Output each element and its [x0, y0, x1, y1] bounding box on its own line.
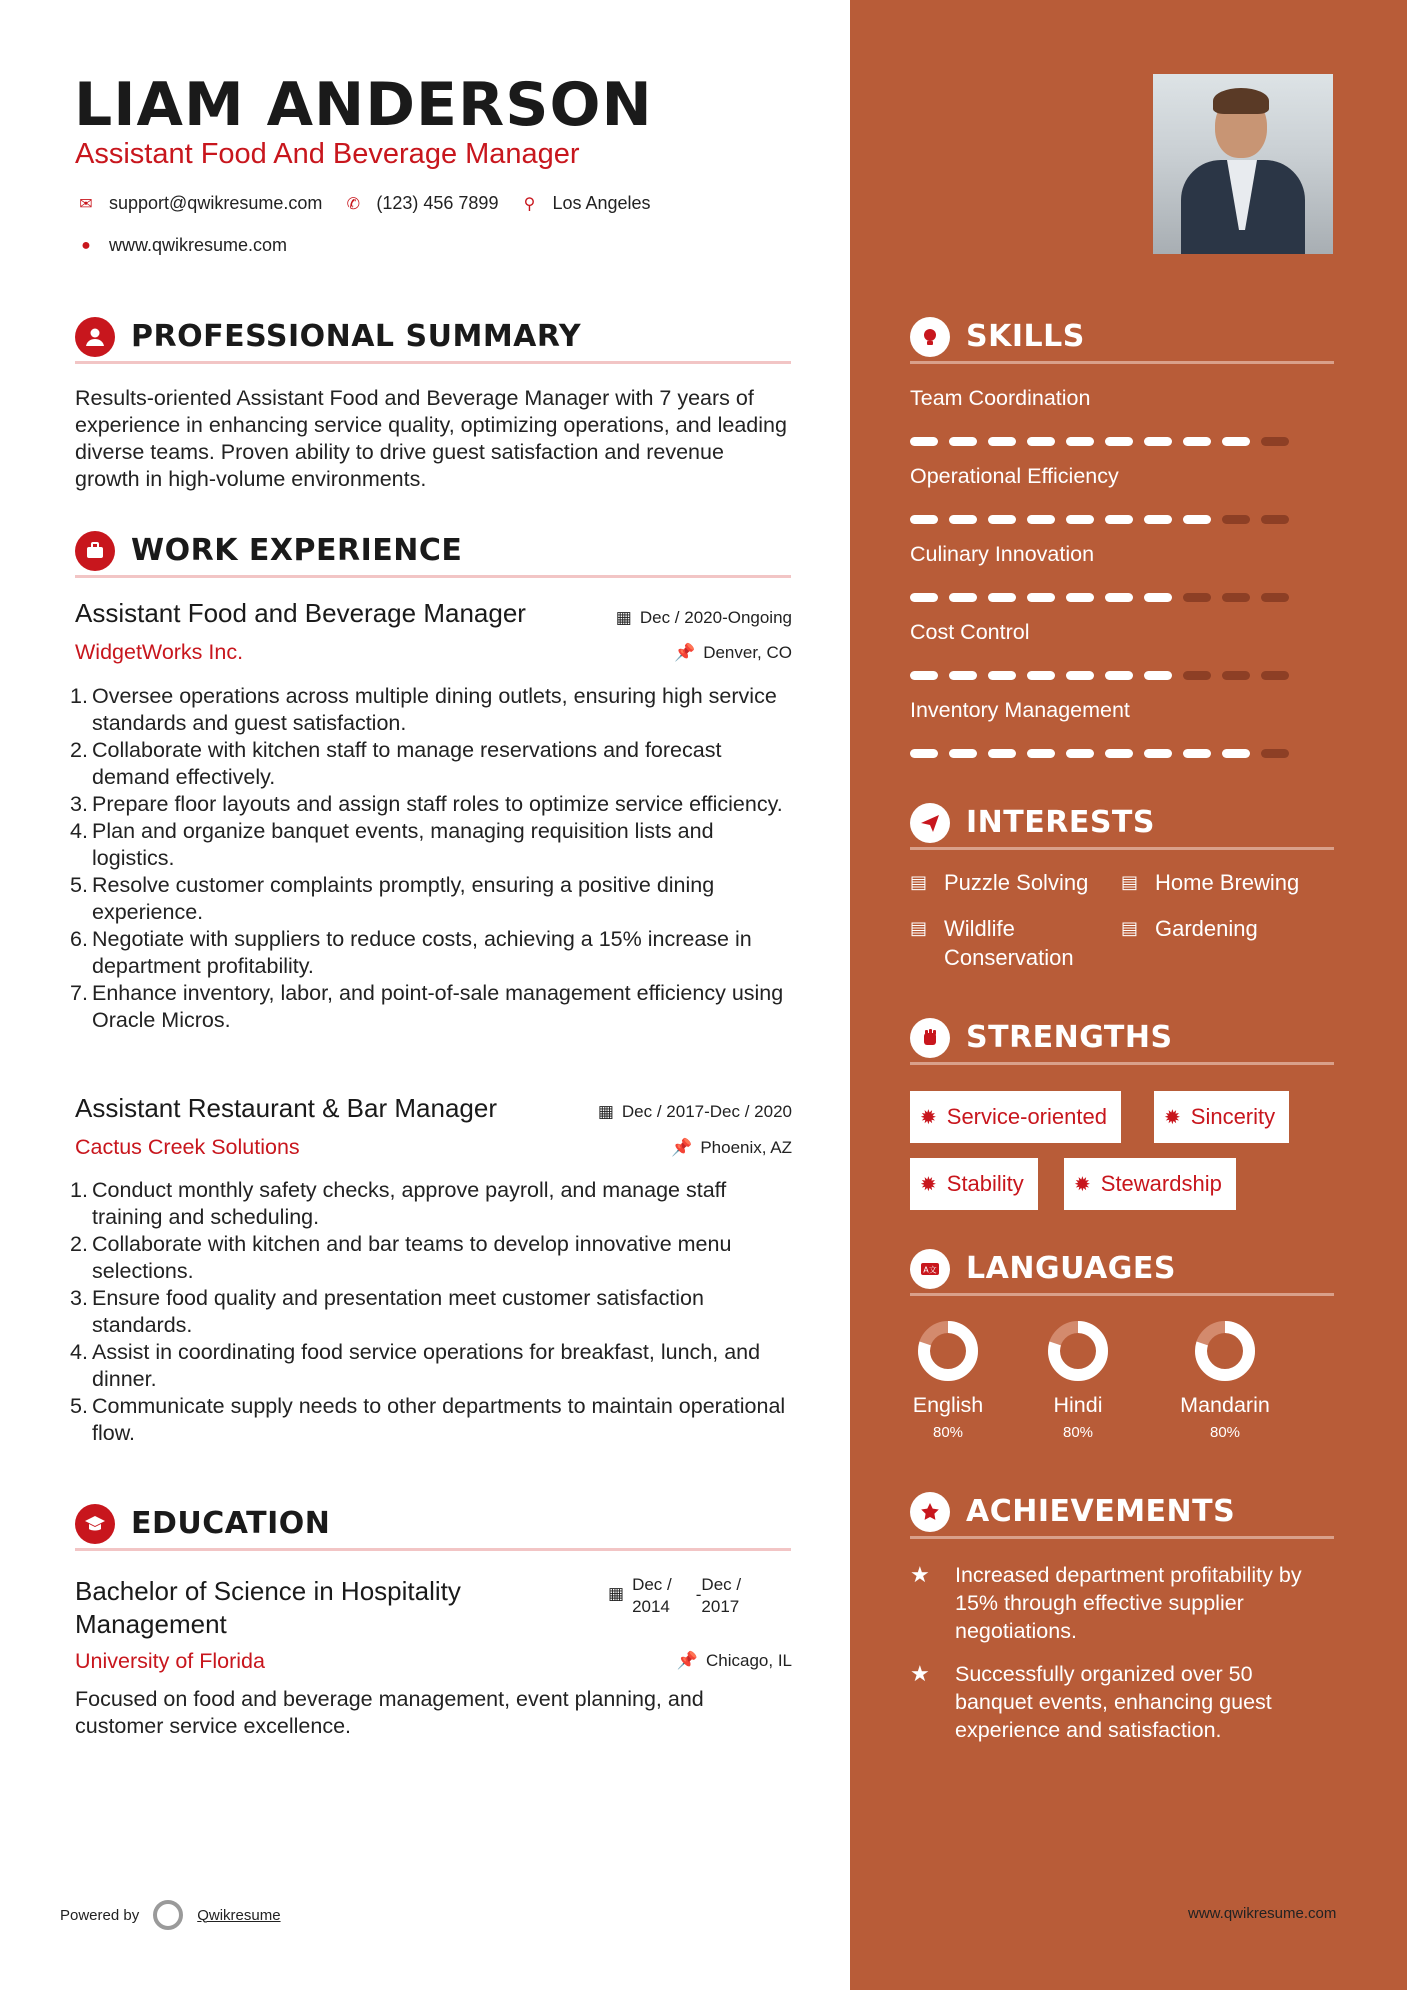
skill-level-segment [1105, 437, 1133, 446]
job-location [674, 643, 792, 663]
skill-level-segment [910, 749, 938, 758]
job-location-text: Denver, CO [703, 643, 792, 662]
duty-text: Ensure food quality and presentation meet customer satisfaction standards. [92, 1286, 704, 1337]
duty-number: 4. [70, 1340, 88, 1364]
school-location [677, 1651, 792, 1671]
skill-level-bar [910, 671, 1289, 680]
skill-level-segment [1105, 593, 1133, 602]
language-ring [1047, 1320, 1109, 1382]
candidate-name: LIAM ANDERSON [74, 70, 653, 140]
interest-item [910, 868, 1088, 897]
duty-text: Resolve customer complaints promptly, ensuring a positive dining experience. [92, 873, 715, 924]
duty-item [70, 1231, 790, 1285]
language-percent: 80% [1062, 1424, 1094, 1441]
duty-number: 1. [70, 684, 88, 708]
job-dates [598, 1102, 792, 1122]
strength-label: Service-oriented [946, 1104, 1107, 1129]
skill-level-segment [910, 437, 938, 446]
strength-badge [910, 1158, 1038, 1210]
skill-level-bar [910, 749, 1289, 758]
language-item [1165, 1320, 1285, 1441]
calendar-icon: ▦ [615, 608, 632, 627]
strength-label: Sincerity [1190, 1104, 1276, 1129]
strength-badge [910, 1091, 1121, 1143]
paper-plane-icon [910, 803, 950, 843]
skill-level-segment [1183, 437, 1211, 446]
skill-level-segment [1027, 671, 1055, 680]
duty-text: Collaborate with kitchen staff to manage reservations and forecast demand effectively. [92, 738, 722, 789]
badge-icon: ✹ [920, 1173, 937, 1196]
language-percent: 80% [1209, 1424, 1241, 1441]
language-percent: 80% [932, 1424, 964, 1441]
duty-number: 5. [70, 873, 88, 897]
contact-email[interactable]: support@qwikresume.com [109, 193, 323, 213]
skill-level-segment [1027, 593, 1055, 602]
duty-text: Conduct monthly safety checks, approve payroll, and manage staff training and scheduling. [92, 1178, 727, 1229]
job-dates [616, 608, 792, 628]
skill-level-bar [910, 515, 1289, 524]
strengths-title: STRENGTHS [966, 1020, 1173, 1055]
strengths-heading [910, 1013, 1334, 1065]
skill-level-segment [949, 593, 977, 602]
trophy-star-icon: ★ [910, 1661, 930, 1686]
language-item [888, 1320, 1008, 1441]
duty-text: Enhance inventory, labor, and point-of-sale management efficiency using Oracle Micros. [92, 981, 784, 1032]
skill-level-segment [1144, 593, 1172, 602]
interest-label: Home Brewing [1155, 870, 1300, 895]
duty-item [70, 737, 790, 791]
skill-level-segment [910, 515, 938, 524]
location-pin-icon: ⚲ [523, 195, 536, 213]
duty-text: Prepare floor layouts and assign staff roles to optimize service efficiency. [92, 792, 783, 816]
duty-item [70, 1339, 790, 1393]
job-company: Cactus Creek Solutions [75, 1135, 300, 1159]
achievement-item [910, 1561, 1330, 1645]
user-icon [75, 317, 115, 357]
job-duties-list [70, 1177, 790, 1447]
edu-start-year: 2014 [632, 1597, 670, 1616]
skill-level-segment [1183, 593, 1211, 602]
skill-level-segment [1261, 749, 1289, 758]
edu-date-dash: - [695, 1585, 702, 1604]
book-icon: ▤ [1121, 918, 1139, 938]
interests-title: INTERESTS [966, 805, 1155, 840]
book-icon: ▤ [910, 918, 928, 938]
calendar-icon: ▦ [597, 1102, 614, 1121]
duty-item [70, 1177, 790, 1231]
skill-level-segment [1222, 593, 1250, 602]
interests-heading [910, 798, 1334, 850]
duty-text: Negotiate with suppliers to reduce costs, achieving a 15% increase in department profitability. [92, 927, 752, 978]
skill-level-segment [1261, 593, 1289, 602]
duty-item [70, 1393, 790, 1447]
duty-text: Collaborate with kitchen and bar teams to develop innovative menu selections. [92, 1232, 732, 1283]
skill-level-segment [949, 671, 977, 680]
summary-text: Results-oriented Assistant Food and Beverage Manager with 7 years of experience in enhancing service quality, optimizing operations, and leading diverse teams. Proven ability to drive guest satisfaction and revenue growth in high-volume environments. [75, 386, 787, 491]
qwikresume-logo-icon [153, 1900, 183, 1930]
duty-number: 7. [70, 981, 88, 1005]
skill-name: Team Coordination [910, 386, 1091, 410]
skill-level-segment [1183, 671, 1211, 680]
interest-label: Gardening [1155, 916, 1258, 941]
skill-level-segment [988, 437, 1016, 446]
pin-icon: 📌 [671, 1138, 693, 1157]
calendar-icon: ▦ [608, 1584, 625, 1603]
skill-level-segment [1222, 437, 1250, 446]
badge-icon: ✹ [1164, 1106, 1181, 1129]
phone-icon: ✆ [346, 195, 361, 213]
language-ring [917, 1320, 979, 1382]
skill-level-segment [1144, 515, 1172, 524]
edu-start [632, 1574, 672, 1618]
duty-item [70, 872, 790, 926]
skill-level-segment [1144, 437, 1172, 446]
skill-level-segment [1183, 515, 1211, 524]
job-duties-list [70, 683, 790, 1034]
skill-level-segment [910, 671, 938, 680]
experience-heading [75, 526, 791, 578]
job-company: WidgetWorks Inc. [75, 640, 244, 664]
duty-item [70, 980, 790, 1034]
interest-item [1121, 868, 1299, 897]
languages-heading [910, 1244, 1334, 1296]
svg-text:A文: A文 [923, 1265, 937, 1274]
skill-level-bar [910, 437, 1289, 446]
school-location-text: Chicago, IL [706, 1651, 792, 1670]
contact-website[interactable]: www.qwikresume.com [109, 235, 288, 255]
lightbulb-icon [910, 317, 950, 357]
strength-badge [1154, 1091, 1289, 1143]
star-icon [910, 1492, 950, 1532]
badge-icon: ✹ [1074, 1173, 1091, 1196]
language-icon [910, 1249, 950, 1289]
powered-by [60, 1900, 281, 1930]
skill-level-segment [988, 593, 1016, 602]
duty-text: Oversee operations across multiple dining outlets, ensuring high service standards and guest satisfaction. [92, 684, 777, 735]
skill-level-bar [910, 593, 1289, 602]
skill-level-segment [1066, 437, 1094, 446]
strength-label: Stewardship [1100, 1171, 1222, 1196]
skill-level-segment [1105, 749, 1133, 758]
skill-level-segment [1105, 671, 1133, 680]
school-name: University of Florida [75, 1649, 265, 1673]
language-item [1018, 1320, 1138, 1441]
skill-level-segment [949, 515, 977, 524]
duty-text: Plan and organize banquet events, managing requisition lists and logistics. [92, 819, 714, 870]
fist-icon [910, 1018, 950, 1058]
achievement-item [910, 1660, 1330, 1744]
briefcase-icon [75, 531, 115, 571]
job-title: Assistant Food and Beverage Manager [75, 598, 526, 628]
skill-level-segment [1027, 749, 1055, 758]
skill-level-segment [1066, 671, 1094, 680]
book-icon: ▤ [910, 872, 928, 892]
education-description: Focused on food and beverage management, event planning, and customer service excellence. [75, 1687, 704, 1738]
skill-level-segment [1261, 671, 1289, 680]
duty-number: 2. [70, 1232, 88, 1256]
skill-level-segment [988, 671, 1016, 680]
skill-level-segment [988, 749, 1016, 758]
duty-item [70, 1285, 790, 1339]
trophy-star-icon: ★ [910, 1562, 930, 1587]
skill-level-segment [1105, 515, 1133, 524]
strength-badge [1064, 1158, 1236, 1210]
contact-row [75, 193, 671, 214]
duty-item [70, 818, 790, 872]
duty-item [70, 926, 790, 980]
duty-text: Communicate supply needs to other departments to maintain operational flow. [92, 1394, 786, 1445]
graduation-icon [75, 1504, 115, 1544]
languages-title: LANGUAGES [966, 1251, 1176, 1286]
job-dates-text: Dec / 2017-Dec / 2020 [621, 1102, 792, 1121]
skill-level-segment [1066, 593, 1094, 602]
skill-level-segment [1222, 671, 1250, 680]
job-dates-text: Dec / 2020-Ongoing [639, 608, 792, 627]
duty-text: Assist in coordinating food service operations for breakfast, lunch, and dinner. [92, 1340, 761, 1391]
skill-name: Operational Efficiency [910, 464, 1119, 488]
footer-url[interactable]: www.qwikresume.com [1188, 1905, 1337, 1922]
skill-level-segment [1222, 515, 1250, 524]
summary-heading [75, 312, 791, 364]
candidate-title: Assistant Food And Beverage Manager [75, 138, 580, 170]
achievement-text: Increased department profitability by 15% through effective supplier negotiations. [955, 1563, 1302, 1643]
summary-title: PROFESSIONAL SUMMARY [131, 319, 582, 354]
interest-label: Wildlife Conservation [944, 916, 1074, 970]
skill-level-segment [1066, 749, 1094, 758]
education-title: EDUCATION [131, 1506, 331, 1541]
skill-level-segment [1144, 671, 1172, 680]
photo-hair [1213, 88, 1269, 114]
powered-by-text: Powered by [60, 1906, 140, 1924]
skill-level-segment [1261, 515, 1289, 524]
achievements-heading [910, 1487, 1334, 1539]
job-location [671, 1138, 792, 1158]
email-icon: ✉ [79, 195, 93, 213]
experience-title: WORK EXPERIENCE [131, 533, 463, 568]
qwikresume-link[interactable]: Qwikresume [197, 1906, 281, 1924]
contact-location: Los Angeles [552, 193, 651, 213]
skill-level-segment [910, 593, 938, 602]
duty-number: 1. [70, 1178, 88, 1202]
skill-level-segment [949, 437, 977, 446]
skill-level-segment [949, 749, 977, 758]
language-name: English [912, 1393, 984, 1417]
skills-title: SKILLS [966, 319, 1085, 354]
skill-level-segment [1066, 515, 1094, 524]
job-location-text: Phoenix, AZ [700, 1138, 792, 1157]
skill-level-segment [1027, 515, 1055, 524]
duty-number: 2. [70, 738, 88, 762]
badge-icon: ✹ [920, 1106, 937, 1129]
duty-number: 3. [70, 1286, 88, 1310]
website-row [75, 235, 307, 256]
duty-item [70, 683, 790, 737]
skills-heading [910, 312, 1334, 364]
skill-name: Inventory Management [910, 698, 1130, 722]
achievement-text: Successfully organized over 50 banquet events, enhancing guest experience and satisfaction. [955, 1662, 1272, 1742]
duty-item [70, 791, 790, 818]
edu-end [701, 1574, 741, 1618]
interest-label: Puzzle Solving [944, 870, 1089, 895]
skill-level-segment [1183, 749, 1211, 758]
interest-item [910, 914, 1110, 972]
language-name: Mandarin [1180, 1393, 1270, 1417]
edu-end-month: Dec / [701, 1575, 742, 1594]
duty-number: 4. [70, 819, 88, 843]
book-icon: ▤ [1121, 872, 1139, 892]
skill-level-segment [1144, 749, 1172, 758]
edu-end-year: 2017 [701, 1597, 740, 1616]
duty-number: 5. [70, 1394, 88, 1418]
language-ring [1194, 1320, 1256, 1382]
pin-icon: 📌 [674, 643, 696, 662]
profile-photo [1153, 74, 1333, 254]
pin-icon: 📌 [676, 1651, 698, 1670]
job-title: Assistant Restaurant & Bar Manager [75, 1093, 497, 1123]
skill-level-segment [1222, 749, 1250, 758]
language-name: Hindi [1053, 1393, 1103, 1417]
globe-icon: ● [81, 236, 91, 254]
skill-name: Cost Control [910, 620, 1030, 644]
duty-number: 3. [70, 792, 88, 816]
interest-item [1121, 914, 1258, 943]
duty-number: 6. [70, 927, 88, 951]
skill-level-segment [1261, 437, 1289, 446]
edu-start-month: Dec / [632, 1575, 672, 1594]
education-heading [75, 1499, 791, 1551]
contact-phone[interactable]: (123) 456 7899 [376, 193, 499, 213]
skill-name: Culinary Innovation [910, 542, 1095, 566]
education-dates [608, 1574, 741, 1618]
degree-title: Bachelor of Science in Hospitality Management [75, 1576, 461, 1639]
strength-label: Stability [946, 1171, 1024, 1196]
skill-level-segment [1027, 437, 1055, 446]
skill-level-segment [988, 515, 1016, 524]
achievements-title: ACHIEVEMENTS [966, 1494, 1236, 1529]
